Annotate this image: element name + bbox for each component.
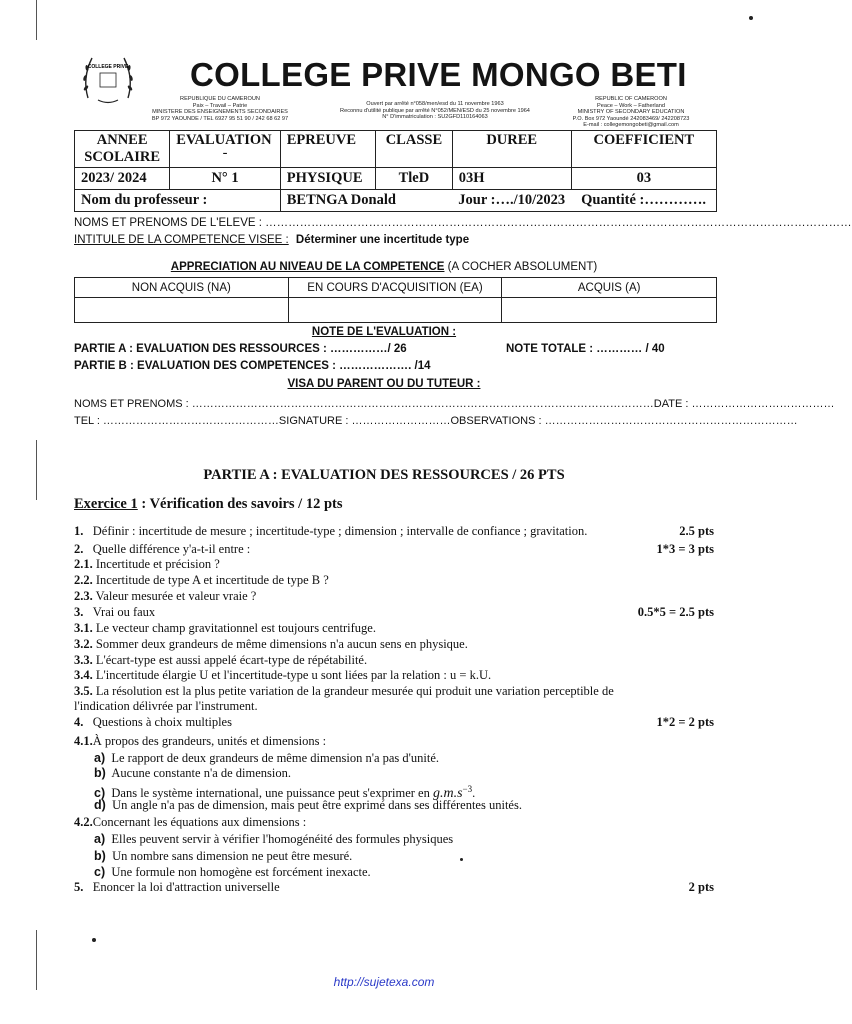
- question-text: À propos des grandeurs, unités et dimensions :: [92, 734, 327, 748]
- header-annee-scolaire: ANNEE SCOLAIRE: [75, 131, 170, 168]
- question-number: 2.1.: [74, 557, 93, 571]
- quantite: Quantité :………….: [571, 190, 716, 212]
- question-number: 2.3.: [74, 589, 93, 603]
- question-text: Questions à choix multiples: [92, 715, 232, 729]
- question-item: [74, 542, 714, 557]
- option-letter: a): [94, 832, 106, 846]
- option-item: [94, 751, 734, 766]
- question-item: [74, 621, 714, 636]
- option-item: [94, 849, 734, 864]
- question-number: 3.4.: [74, 668, 93, 682]
- question-text: Définir : incertitude de mesure ; incertitude-type ; dimension ; intervalle de confiance ; gravitation.: [92, 524, 588, 538]
- question-item: [74, 557, 714, 572]
- prof-label: Nom du professeur :: [75, 190, 281, 212]
- option-text: Elles peuvent servir à vérifier l'homogénéité des formules physiques: [111, 832, 454, 846]
- question-points: 2 pts: [688, 880, 714, 894]
- option-text: Un angle n'a pas de dimension, mais peut être exprimé dans ses différentes unités.: [112, 798, 522, 812]
- option-item: [94, 798, 734, 813]
- header-left-line: MINISTERE DES ENSEIGNEMENTS SECONDAIRES: [152, 109, 288, 116]
- question-item: [74, 668, 714, 683]
- exercise-heading: : Vérification des savoirs / 12 pts: [141, 496, 343, 512]
- question-text: L'écart-type est aussi appelé écart-type de répétabilité.: [95, 653, 368, 667]
- option-text: Un nombre sans dimension ne peut être mesuré.: [112, 849, 353, 863]
- visa-title: VISA DU PARENT OU DU TUTEUR :: [287, 378, 481, 390]
- scan-artifact-dot: [749, 16, 753, 20]
- header-coefficient: COEFFICIENT: [571, 131, 716, 168]
- question-item: [74, 524, 714, 539]
- question-number: 3.: [74, 605, 84, 619]
- header-duree: DUREE: [452, 131, 571, 168]
- question-number: 5.: [74, 880, 84, 894]
- college-logo: [78, 48, 138, 108]
- option-letter: c): [94, 786, 106, 801]
- question-text: Concernant les équations aux dimensions :: [92, 815, 307, 829]
- option-letter: a): [94, 751, 106, 765]
- question-item: [74, 880, 714, 895]
- appreciation-heading: [0, 261, 768, 273]
- exercise-label: Exercice 1: [74, 496, 138, 512]
- question-number: 4.2.: [74, 815, 93, 829]
- question-number: 2.2.: [74, 573, 93, 587]
- question-item: [74, 684, 714, 699]
- question-text: Incertitude de type A et incertitude de type B ?: [95, 573, 329, 587]
- question-text: Sommer deux grandeurs de même dimensions n'a aucun sens en physique.: [95, 637, 468, 651]
- question-text: Enoncer la loi d'attraction universelle: [92, 880, 280, 894]
- college-title: COLLEGE PRIVE MONGO BETI: [190, 56, 687, 93]
- scan-artifact-line: [36, 0, 37, 40]
- prof-name: BETNGA Donald: [280, 190, 452, 212]
- question-points: 2.5 pts: [679, 524, 714, 538]
- question-text: Le vecteur champ gravitationnel est toujours centrifuge.: [95, 621, 376, 635]
- appreciation-table: [74, 277, 717, 323]
- partie-b-score: PARTIE B : EVALUATION DES COMPETENCES : ………………. /14: [74, 360, 431, 372]
- question-points: 0.5*5 = 2.5 pts: [637, 605, 714, 619]
- question-item: [74, 589, 714, 604]
- appreciation-col-ea: EN COURS D'ACQUISITION (EA): [288, 278, 502, 298]
- formula-exponent: −3: [462, 784, 473, 794]
- logo-text: COLLEGE PRIVE: [87, 64, 129, 70]
- question-text: L'incertitude élargie U et l'incertitude-type u sont liées par la relation : u = k.U.: [95, 668, 492, 682]
- question-number: 3.2.: [74, 637, 93, 651]
- partie-a-score: PARTIE A : EVALUATION DES RESSOURCES : ……………/ 26: [74, 343, 407, 355]
- option-item: c) Dans le système international, une puissance peut s'exprimer en $g.m.s^{-3}$.: [94, 784, 476, 802]
- question-item: [74, 734, 714, 749]
- competence-label: INTITULE DE LA COMPETENCE VISEE :: [74, 234, 289, 246]
- appreciation-col-na: NON ACQUIS (NA): [75, 278, 289, 298]
- evaluation-note-title: NOTE DE L'EVALUATION :: [311, 326, 457, 338]
- question-item: [74, 699, 714, 714]
- appreciation-col-a: ACQUIS (A): [502, 278, 717, 298]
- footer-link[interactable]: http://sujetexa.com: [333, 975, 435, 989]
- option-text: Aucune constante n'a de dimension.: [111, 766, 292, 780]
- question-text: Vrai ou faux: [92, 605, 156, 619]
- exam-info-table: [74, 130, 717, 212]
- header-left-line: REPUBLIQUE DU CAMEROUN: [180, 96, 260, 102]
- header-middle-block: [300, 101, 570, 121]
- header-left-block: [150, 96, 290, 122]
- option-letter: b): [94, 766, 106, 780]
- option-item: [94, 865, 734, 880]
- header-left-line: BP 972 YAOUNDE / TEL 6927 95 51 90 / 242 68 62 97: [151, 115, 289, 122]
- header-right-line: MINISTRY OF SECONDARY EDUCATION: [577, 109, 685, 116]
- header-right-line: E-mail : collegemongobeti@gmail.com: [583, 122, 679, 129]
- option-text: Dans le système international, une puissance peut s'exprimer en: [111, 786, 430, 801]
- header-evaluation-dash: -: [222, 145, 228, 161]
- question-text: Quelle différence y'a-t-il entre :: [92, 542, 251, 556]
- competence-value: Déterminer une incertitude type: [295, 234, 470, 246]
- header-right-line: P.O. Box 972 Yaoundé 242083469/ 242208723: [572, 115, 690, 122]
- value-coefficient: 03: [571, 168, 716, 190]
- visa-tel-line: TEL : …………………………………………SIGNATURE : ………………………OBSERVATIONS : ……………………………………………………………: [74, 415, 798, 427]
- question-number: 3.5.: [74, 684, 93, 698]
- appreciation-title: APPRECIATION AU NIVEAU DE LA COMPETENCE: [170, 261, 445, 273]
- question-item: [74, 653, 714, 668]
- question-points: 1*3 = 3 pts: [656, 542, 714, 556]
- value-classe: TleD: [376, 168, 453, 190]
- header-classe: CLASSE: [376, 131, 453, 168]
- question-text: La résolution est la plus petite variation de la grandeur mesurée qui produit une variation perceptible de: [95, 684, 614, 698]
- scan-artifact-dot: [92, 938, 96, 942]
- header-epreuve: EPREUVE: [280, 131, 375, 168]
- total-score: NOTE TOTALE : ………… / 40: [506, 343, 665, 355]
- question-item: [74, 637, 714, 652]
- jour: Jour :…./10/2023: [452, 190, 571, 212]
- partie-a-title: PARTIE A : EVALUATION DES RESSOURCES / 26 PTS: [203, 467, 565, 483]
- question-text: l'indication délivrée par l'instrument.: [74, 699, 258, 713]
- header-right-line: Peace – Work – Fatherland: [597, 102, 665, 109]
- header-evaluation: [170, 131, 280, 168]
- question-number: 4.1.: [74, 734, 93, 748]
- option-text: Une formule non homogène est forcément inexacte.: [111, 865, 371, 879]
- question-item: [74, 573, 714, 588]
- header-middle-line: Ouvert par arrêté n°058/men/esd du 11 novembre 1963: [366, 101, 504, 107]
- exercise-title: [74, 496, 343, 513]
- question-item: [74, 715, 714, 730]
- value-annee-scolaire: 2023/ 2024: [75, 168, 170, 190]
- checkbox-ea[interactable]: [288, 298, 502, 323]
- header-middle-line: Reconnu d'utilité publique par arrêté N°052/MEN/ESD du 25 novembre 1964: [340, 107, 530, 114]
- appreciation-note: (A COCHER ABSOLUMENT): [447, 261, 598, 273]
- header-right-block: [572, 96, 690, 129]
- formula-unit: g.m.s: [432, 786, 463, 802]
- visa-names-line: NOMS ET PRENOMS : ………………………………………………………………………………………………………………DATE : …………………………………: [74, 398, 835, 410]
- option-letter: b): [94, 849, 106, 863]
- header-left-line: Paix – Travail – Patrie: [192, 102, 248, 109]
- question-number: 2.: [74, 542, 84, 556]
- header-right-line: REPUBLIC OF CAMEROON: [595, 96, 667, 102]
- question-number: 3.1.: [74, 621, 93, 635]
- question-item: [74, 605, 714, 620]
- header-evaluation-label: EVALUATION: [176, 132, 272, 148]
- value-duree: 03H: [452, 168, 571, 190]
- question-item: [74, 815, 714, 830]
- option-item: [94, 766, 734, 781]
- option-text: Le rapport de deux grandeurs de même dimension n'a pas d'unité.: [111, 751, 440, 765]
- checkbox-a[interactable]: [502, 298, 717, 323]
- question-number: 1.: [74, 524, 84, 538]
- option-letter: d): [94, 798, 106, 812]
- question-points: 1*2 = 2 pts: [656, 715, 714, 729]
- question-number: 4.: [74, 715, 84, 729]
- question-number: 3.3.: [74, 653, 93, 667]
- header-middle-line: N° D'immatriculation : SU2GFD110164063: [382, 114, 488, 121]
- value-evaluation: N° 1: [170, 168, 280, 190]
- option-letter: c): [94, 865, 106, 879]
- question-text: Valeur mesurée et valeur vraie ?: [95, 589, 257, 603]
- option-item: [94, 832, 734, 847]
- checkbox-na[interactable]: [75, 298, 289, 323]
- value-epreuve: PHYSIQUE: [280, 168, 375, 190]
- student-name-line: NOMS ET PRENOMS DE L'ELEVE : ………………………………………………………………………………………………………………………………………: [74, 217, 852, 229]
- question-text: Incertitude et précision ?: [95, 557, 220, 571]
- competence-line: [74, 234, 469, 246]
